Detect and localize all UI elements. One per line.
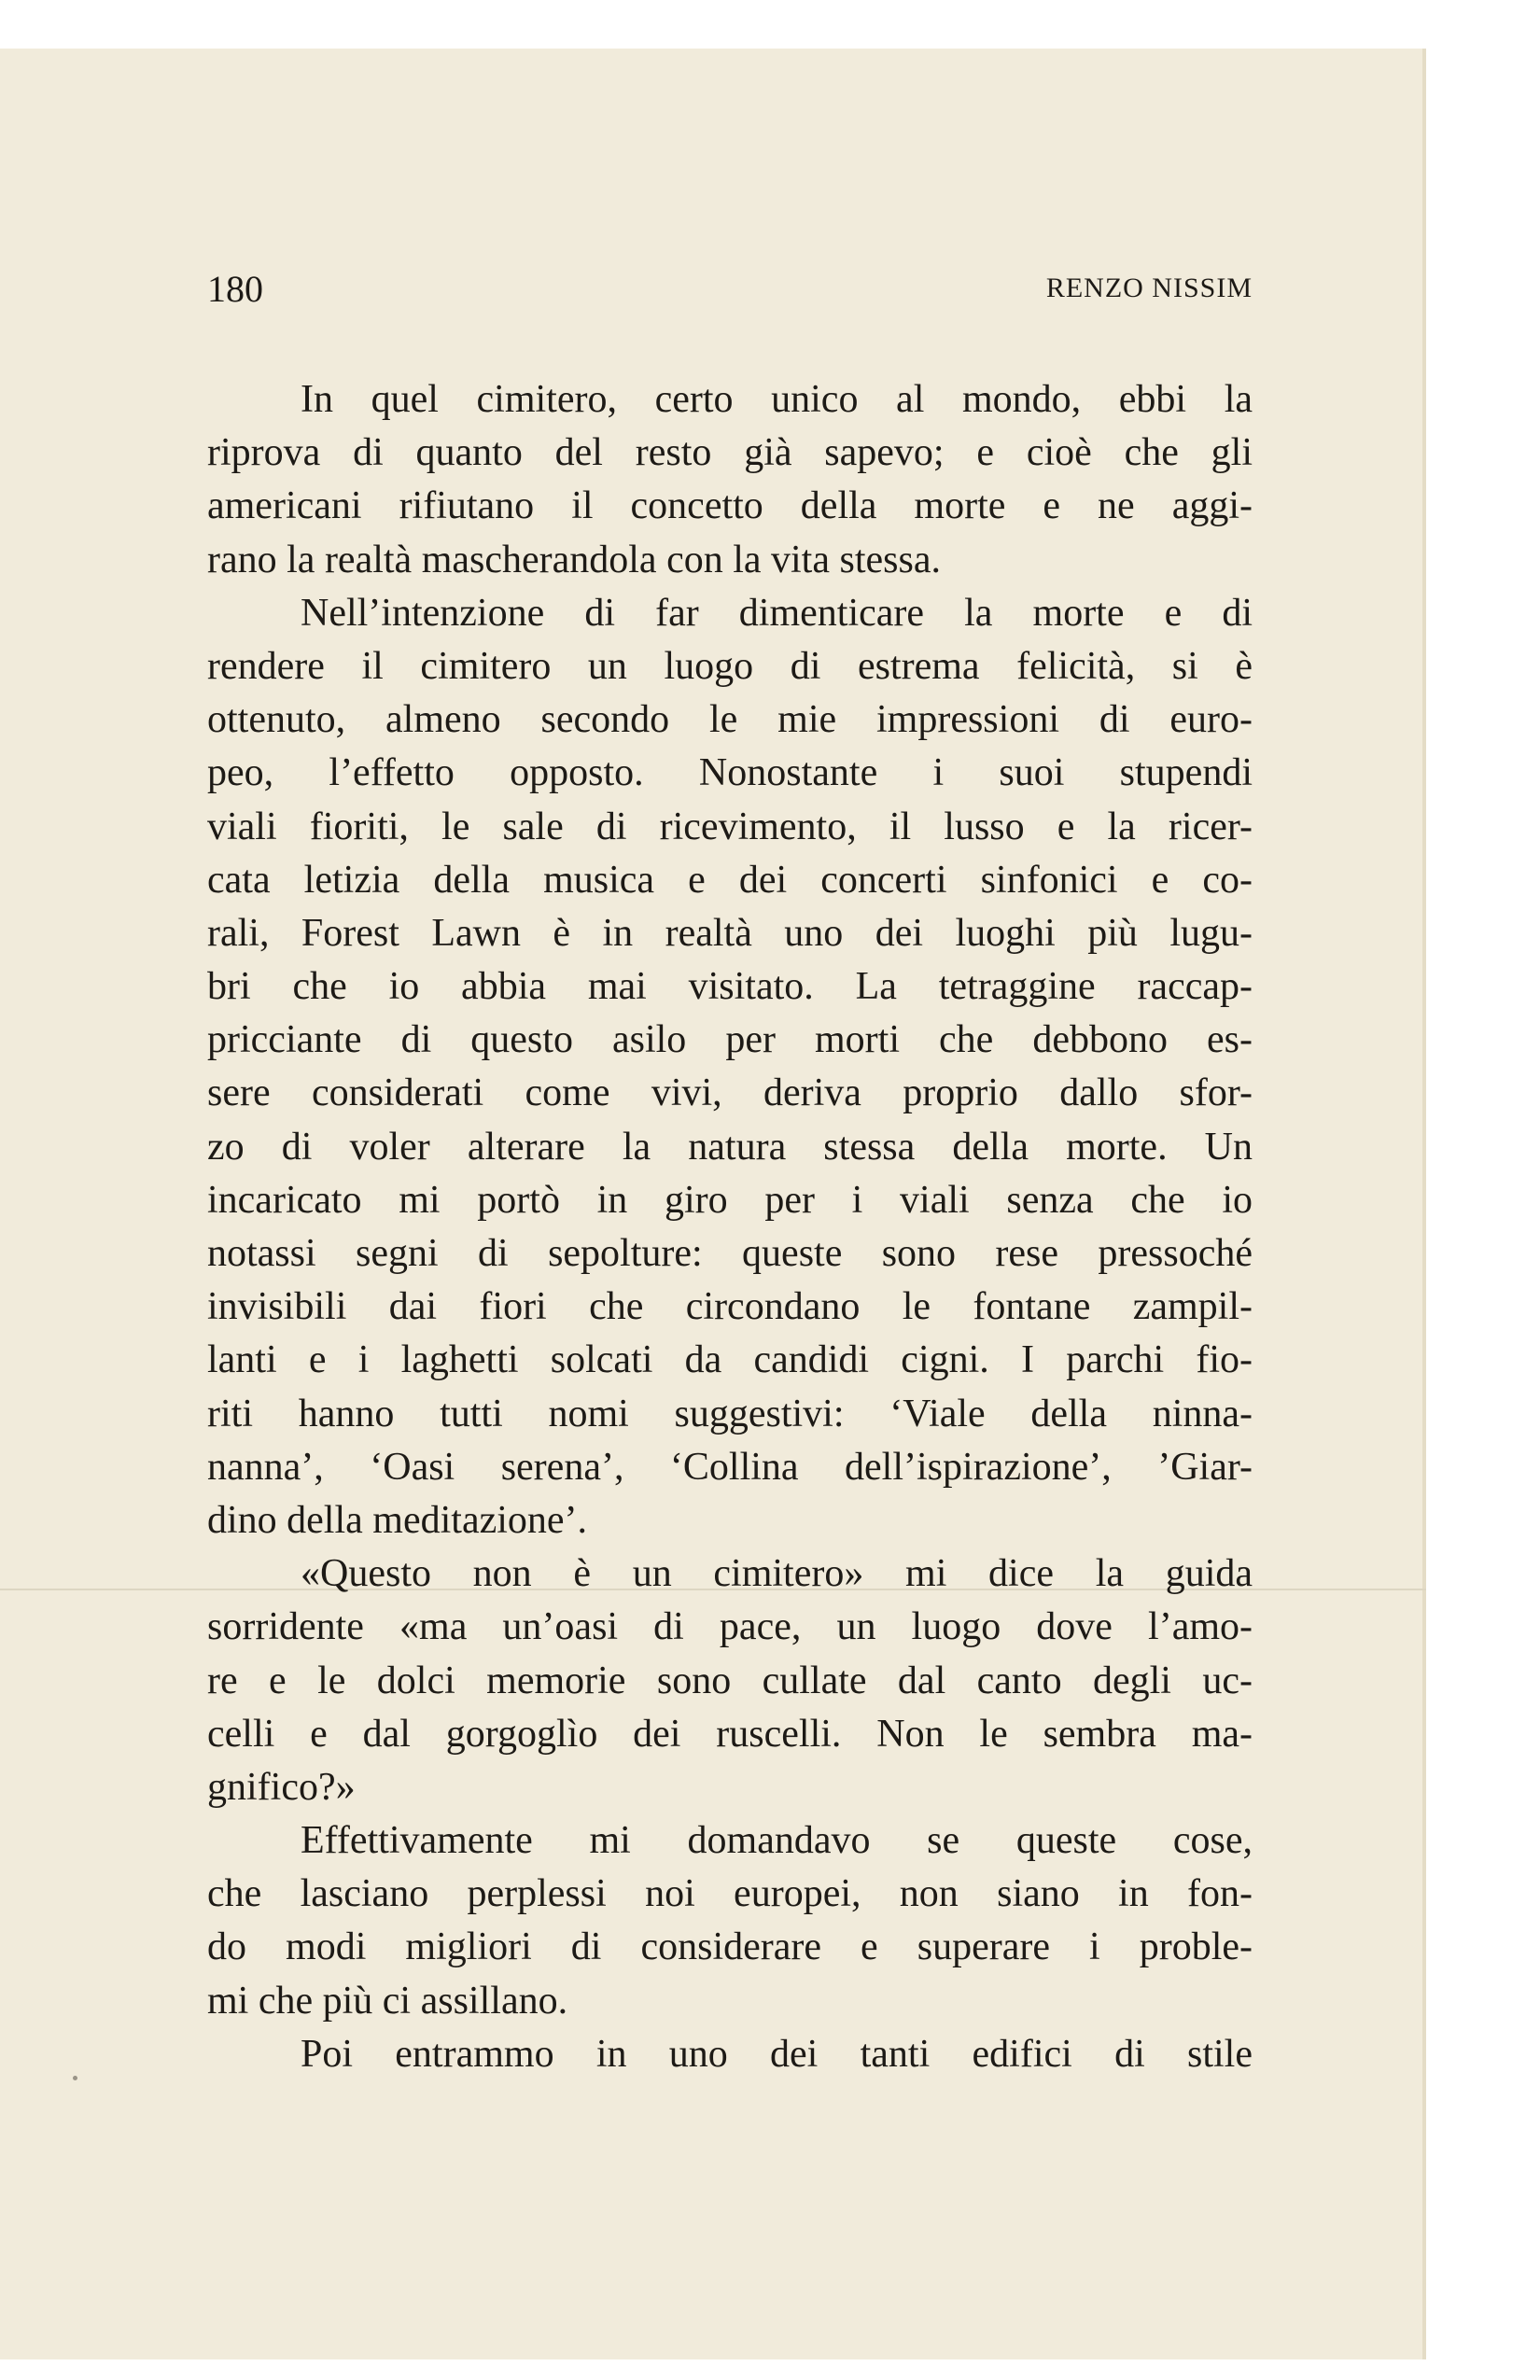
text-line: nanna’, ‘Oasi serena’, ‘Collina dell’ispirazione’, ’Giar-	[207, 1445, 1253, 1489]
text-line: cata letizia della musica e dei concerti sinfonici e co-	[207, 858, 1253, 902]
paper-speck	[73, 2076, 77, 2080]
text-line: riti hanno tutti nomi suggestivi: ‘Viale della ninna-	[207, 1392, 1253, 1435]
text-line: pricciante di questo asilo per morti che debbono es-	[207, 1018, 1253, 1062]
text-line: peo, l’effetto opposto. Nonostante i suoi stupendi	[207, 751, 1253, 795]
paragraph	[207, 1814, 1253, 2028]
text-line: Effettivamente mi domandavo se queste cose,	[301, 1819, 1253, 1863]
text-line: do modi migliori di considerare e superare i proble-	[207, 1925, 1253, 1969]
text-line: dino della meditazione’.	[207, 1498, 588, 1542]
text-line: che lasciano perplessi noi europei, non siano in fon-	[207, 1872, 1253, 1916]
text-line: sere considerati come vivi, deriva proprio dallo sfor-	[207, 1071, 1253, 1115]
text-line: re e le dolci memorie sono cullate dal canto degli uc-	[207, 1659, 1253, 1702]
text-line: mi che più ci assillano.	[207, 1979, 568, 2023]
paragraph	[207, 2028, 1253, 2081]
text-line: ottenuto, almeno secondo le mie impressioni di euro-	[207, 698, 1253, 742]
text-line: lanti e i laghetti solcati da candidi cigni. I parchi fio-	[207, 1338, 1253, 1382]
text-line: zo di voler alterare la natura stessa della morte. Un	[207, 1125, 1253, 1169]
text-line: In quel cimitero, certo unico al mondo, ebbi la	[301, 378, 1253, 421]
paragraph	[207, 1547, 1253, 1814]
running-head	[207, 267, 1253, 323]
text-line: incaricato mi portò in giro per i viali senza che io	[207, 1178, 1253, 1222]
paragraph	[207, 373, 1253, 587]
text-line: viali fioriti, le sale di ricevimento, il lusso e la ricer-	[207, 805, 1253, 848]
text-line: celli e dal gorgoglìo dei ruscelli. Non le sembra ma-	[207, 1712, 1253, 1756]
running-title: RENZO NISSIM	[1045, 273, 1253, 303]
text-line: notassi segni di sepolture: queste sono rese pressoché	[207, 1232, 1253, 1275]
text-line: rano la realtà mascherandola con la vita stessa.	[207, 538, 941, 581]
text-line: Nell’intenzione di far dimenticare la morte e di	[301, 591, 1253, 635]
text-line: rali, Forest Lawn è in realtà uno dei luoghi più lugu-	[207, 911, 1253, 955]
page-number: 180	[207, 268, 263, 310]
text-line: Poi entrammo in uno dei tanti edifici di stile	[301, 2032, 1253, 2076]
page-edge	[1422, 49, 1426, 2359]
text-line: riprova di quanto del resto già sapevo; e cioè che gli	[207, 431, 1253, 475]
body-text	[207, 373, 1253, 2081]
text-line: invisibili dai fiori che circondano le fontane zampil-	[207, 1285, 1253, 1329]
paragraph	[207, 587, 1253, 1547]
text-line: americani rifiutano il concetto della morte e ne aggi-	[207, 484, 1253, 528]
text-line: gnifico?»	[207, 1765, 356, 1809]
text-line: «Questo non è un cimitero» mi dice la guida	[301, 1552, 1253, 1596]
text-line: rendere il cimitero un luogo di estrema felicità, si è	[207, 644, 1253, 688]
text-line: bri che io abbia mai visitato. La tetraggine raccap-	[207, 965, 1253, 1009]
text-line: sorridente «ma un’oasi di pace, un luogo dove l’amo-	[207, 1605, 1253, 1649]
